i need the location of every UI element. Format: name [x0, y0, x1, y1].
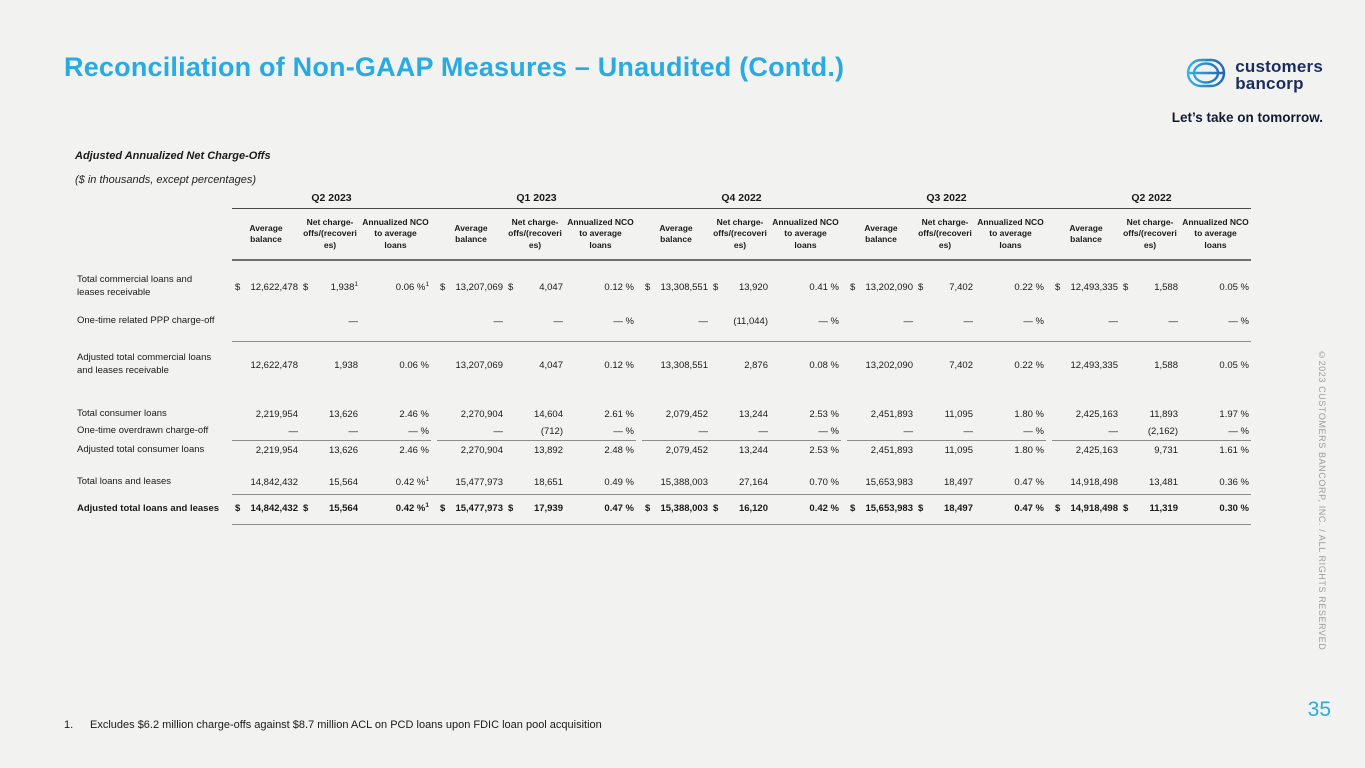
dollar-sign: $ — [1055, 503, 1061, 515]
column-header: Net charge-offs/(recoveries) — [1120, 209, 1180, 261]
dollar-sign: $ — [440, 503, 446, 515]
cell-value: 12,493,335 — [1070, 359, 1118, 371]
logo-tagline: Let’s take on tomorrow. — [1171, 110, 1323, 125]
cell-value: 27,164 — [710, 459, 770, 494]
cell-value: $ 15,388,003 — [642, 495, 710, 525]
cell-value: 0.42 % — [770, 495, 841, 525]
cell-value: — — [847, 423, 915, 440]
footnote — [64, 719, 602, 731]
row-label: Adjusted total loans and leases — [77, 502, 220, 514]
cell-value: — % — [565, 315, 636, 341]
dollar-sign: $ — [235, 281, 241, 293]
cell-value: 15,653,983 — [847, 459, 915, 494]
dollar-sign: $ — [918, 503, 924, 515]
cell-value: — — [642, 423, 710, 440]
column-header: Annualized NCO to average loans — [975, 209, 1046, 261]
cell-value: 15,477,973 — [437, 459, 505, 494]
cell-value: — % — [1180, 423, 1251, 440]
cell-value: — — [505, 315, 565, 341]
quarter-header: Q1 2023 — [437, 190, 636, 209]
dollar-sign: $ — [850, 281, 856, 293]
cell-value: 14,604 — [533, 408, 563, 420]
cell-value: $ 12,493,335 — [1055, 281, 1118, 293]
column-header: Annualized NCO to average loans — [1180, 209, 1251, 261]
cell-value: 0.30 % — [1180, 495, 1251, 525]
cell-value: 2.53 % — [809, 408, 839, 420]
dollar-sign: $ — [918, 281, 924, 293]
cell-value: 9,731 — [1154, 444, 1178, 456]
cell-value: 11,095 — [944, 408, 973, 420]
table-row — [75, 441, 1251, 459]
cell-value: 0.06 %$^1$ — [395, 280, 429, 293]
cell-value: — % — [565, 423, 636, 440]
cell-value: 13,202,090 — [865, 359, 913, 371]
table-row — [75, 315, 1251, 341]
dollar-sign: $ — [1123, 281, 1129, 293]
cell-value: 1.61 % — [1219, 444, 1249, 456]
column-header: Average balance — [1052, 209, 1120, 261]
cell-value: 0.41 % — [809, 281, 839, 293]
logo-wordmark: customers bancorp — [1235, 56, 1323, 93]
cell-value: 2,270,904 — [460, 444, 503, 456]
cell-value: 0.05 % — [1219, 359, 1249, 371]
cell-value: 2,451,893 — [870, 408, 913, 420]
cell-value: — — [232, 423, 300, 440]
nco-section — [75, 150, 1255, 525]
column-header: Annualized NCO to average loans — [565, 209, 636, 261]
cell-value — [232, 315, 300, 341]
cell-value: 15,388,003 — [642, 459, 710, 494]
column-header: Net charge-offs/(recoveries) — [300, 209, 360, 261]
dollar-sign: $ — [235, 503, 241, 515]
cell-value: — — [847, 315, 915, 341]
cell-value: 13,308,551 — [660, 359, 708, 371]
cell-value: 0.12 % — [604, 359, 634, 371]
cell-value: 2,079,452 — [665, 444, 708, 456]
cell-value: $ 17,939 — [505, 495, 565, 525]
customers-bancorp-logo-icon — [1186, 56, 1226, 95]
table-row — [75, 495, 1251, 525]
cell-value: 0.42 %$^1$ — [360, 459, 431, 494]
cell-value: — — [915, 315, 975, 341]
cell-value: — — [300, 423, 360, 440]
dollar-sign: $ — [713, 281, 719, 293]
cell-value: 13,626 — [328, 408, 358, 420]
cell-value: 2,079,452 — [665, 408, 708, 420]
cell-value: 1.80 % — [1014, 408, 1044, 420]
cell-value: $ 14,918,498 — [1052, 495, 1120, 525]
cell-value: — % — [1180, 315, 1251, 341]
nco-table — [75, 190, 1251, 525]
quarter-header: Q2 2022 — [1052, 190, 1251, 209]
cell-value: $ 13,202,090 — [850, 281, 913, 293]
cell-value: — % — [360, 423, 431, 440]
dollar-sign: $ — [1055, 281, 1061, 293]
cell-value: — % — [975, 423, 1046, 440]
footnote-number: 1. — [64, 719, 74, 731]
row-label: Total commercial loans and leases receivable — [77, 274, 193, 298]
cell-value: $ 7,402 — [918, 281, 973, 293]
cell-value: 2.61 % — [604, 408, 634, 420]
cell-value: 0.36 % — [1180, 459, 1251, 494]
cell-value: — — [437, 315, 505, 341]
cell-value: $ 15,564 — [300, 495, 360, 525]
cell-value: — % — [770, 423, 841, 440]
row-label: One-time overdrawn charge-off — [77, 425, 209, 437]
cell-value: — — [710, 423, 770, 440]
row-label: Total consumer loans — [77, 408, 167, 420]
cell-value: 0.47 % — [975, 459, 1046, 494]
cell-value: — — [1120, 315, 1180, 341]
column-header: Average balance — [847, 209, 915, 261]
cell-value: 2.46 % — [399, 408, 429, 420]
cell-value: 1,588 — [1154, 359, 1178, 371]
dollar-sign: $ — [440, 281, 446, 293]
cell-value: — % — [770, 315, 841, 341]
dollar-sign: $ — [645, 503, 651, 515]
column-header: Average balance — [642, 209, 710, 261]
cell-value: 4,047 — [539, 359, 563, 371]
cell-value: 2,219,954 — [255, 444, 298, 456]
cell-value: — — [642, 315, 710, 341]
cell-value: 1.97 % — [1219, 408, 1249, 420]
cell-value: 0.12 % — [604, 281, 634, 293]
cell-value: $ 13,207,069 — [440, 281, 503, 293]
cell-value: 11,893 — [1149, 408, 1178, 420]
column-header: Average balance — [232, 209, 300, 261]
copyright-text: ©2023 CUSTOMERS BANCORP, INC. / ALL RIGHTS RESERVED — [1317, 350, 1327, 651]
column-header: Net charge-offs/(recoveries) — [710, 209, 770, 261]
row-label: Adjusted total commercial loans and leases receivable — [77, 352, 212, 376]
dollar-sign: $ — [303, 281, 309, 293]
cell-value: $ 1,588 — [1123, 281, 1178, 293]
quarter-header: Q2 2023 — [232, 190, 431, 209]
cell-value: 0.70 % — [770, 459, 841, 494]
row-label: Total loans and leases — [77, 476, 172, 488]
cell-value: $ 15,653,983 — [847, 495, 915, 525]
cell-value: 1.80 % — [1014, 444, 1044, 456]
cell-value: — — [1052, 423, 1120, 440]
cell-value: — — [300, 315, 360, 341]
table-row — [75, 391, 1251, 423]
cell-value: 13,244 — [738, 444, 768, 456]
cell-value: 0.22 % — [1014, 359, 1044, 371]
cell-value: $ 13,308,551 — [645, 281, 708, 293]
cell-value: 0.08 % — [809, 359, 839, 371]
cell-value: 7,402 — [949, 359, 973, 371]
cell-value: 13,481 — [1120, 459, 1180, 494]
table-row — [75, 341, 1251, 391]
cell-value: 0.47 % — [975, 495, 1046, 525]
dollar-sign: $ — [713, 503, 719, 515]
cell-value: (11,044) — [710, 315, 770, 341]
cell-value: $ 14,842,432 — [232, 495, 300, 525]
dollar-sign: $ — [1123, 503, 1129, 515]
cell-value: 2,270,904 — [460, 408, 503, 420]
cell-value: 14,842,432 — [232, 459, 300, 494]
cell-value: 12,622,478 — [250, 359, 298, 371]
row-label: One-time related PPP charge-off — [77, 315, 215, 327]
cell-value: 1,938 — [334, 359, 358, 371]
cell-value: 2,876 — [744, 359, 768, 371]
table-row — [75, 459, 1251, 494]
column-header: Average balance — [437, 209, 505, 261]
column-header: Net charge-offs/(recoveries) — [505, 209, 565, 261]
column-header: Annualized NCO to average loans — [360, 209, 431, 261]
cell-value: 2,219,954 — [255, 408, 298, 420]
cell-value: 0.42 %$^1$ — [360, 495, 431, 525]
cell-value: $ 12,622,478 — [235, 281, 298, 293]
cell-value: 2.48 % — [604, 444, 634, 456]
page-number: 35 — [1307, 698, 1331, 721]
dollar-sign: $ — [508, 281, 514, 293]
cell-value: $ 18,497 — [915, 495, 975, 525]
cell-value: $ 4,047 — [508, 281, 563, 293]
dollar-sign: $ — [508, 503, 514, 515]
table-title: Adjusted Annualized Net Charge-Offs — [75, 150, 271, 162]
cell-value: 13,244 — [738, 408, 768, 420]
cell-value: (2,162) — [1120, 423, 1180, 440]
cell-value: 14,918,498 — [1052, 459, 1120, 494]
column-header: Net charge-offs/(recoveries) — [915, 209, 975, 261]
column-header: Annualized NCO to average loans — [770, 209, 841, 261]
cell-value: — % — [975, 315, 1046, 341]
dollar-sign: $ — [850, 503, 856, 515]
customers-bancorp-logo — [1172, 56, 1323, 125]
cell-value: — — [437, 423, 505, 440]
cell-value: 11,095 — [944, 444, 973, 456]
cell-value: 2,425,163 — [1075, 408, 1118, 420]
cell-value: 0.49 % — [565, 459, 636, 494]
quarter-header: Q3 2022 — [847, 190, 1046, 209]
cell-value: — — [915, 423, 975, 440]
cell-value: 15,564 — [300, 459, 360, 494]
cell-value: 2.53 % — [809, 444, 839, 456]
cell-value: 13,207,069 — [455, 359, 503, 371]
cell-value: 18,497 — [915, 459, 975, 494]
cell-value: $ 15,477,973 — [437, 495, 505, 525]
cell-value: 0.47 % — [565, 495, 636, 525]
quarter-header: Q4 2022 — [642, 190, 841, 209]
cell-value: 0.05 % — [1219, 281, 1249, 293]
cell-value: — — [1052, 315, 1120, 341]
dollar-sign: $ — [303, 503, 309, 515]
cell-value: 13,892 — [533, 444, 563, 456]
dollar-sign: $ — [645, 281, 651, 293]
cell-value: 0.22 % — [1014, 281, 1044, 293]
cell-value: 0.06 % — [399, 359, 429, 371]
cell-value — [360, 315, 431, 341]
table-row — [75, 260, 1251, 315]
cell-value: 2,425,163 — [1075, 444, 1118, 456]
cell-value: 13,626 — [328, 444, 358, 456]
page-title: Reconciliation of Non-GAAP Measures – Unaudited (Contd.) — [64, 52, 845, 82]
footnote-text: Excludes $6.2 million charge-offs against $8.7 million ACL on PCD loans upon FDIC loan pool acquisition — [90, 719, 602, 731]
table-subtitle: ($ in thousands, except percentages) — [75, 174, 257, 186]
cell-value: $ 11,319 — [1120, 495, 1180, 525]
cell-value: $ 13,920 — [713, 281, 768, 293]
cell-value: 2,451,893 — [870, 444, 913, 456]
table-row — [75, 423, 1251, 440]
cell-value: $ 1,938$^1$ — [303, 280, 358, 293]
cell-value: $ 16,120 — [710, 495, 770, 525]
cell-value: (712) — [505, 423, 565, 440]
row-label: Adjusted total consumer loans — [77, 443, 205, 455]
cell-value: 2.46 % — [399, 444, 429, 456]
cell-value: 18,651 — [505, 459, 565, 494]
